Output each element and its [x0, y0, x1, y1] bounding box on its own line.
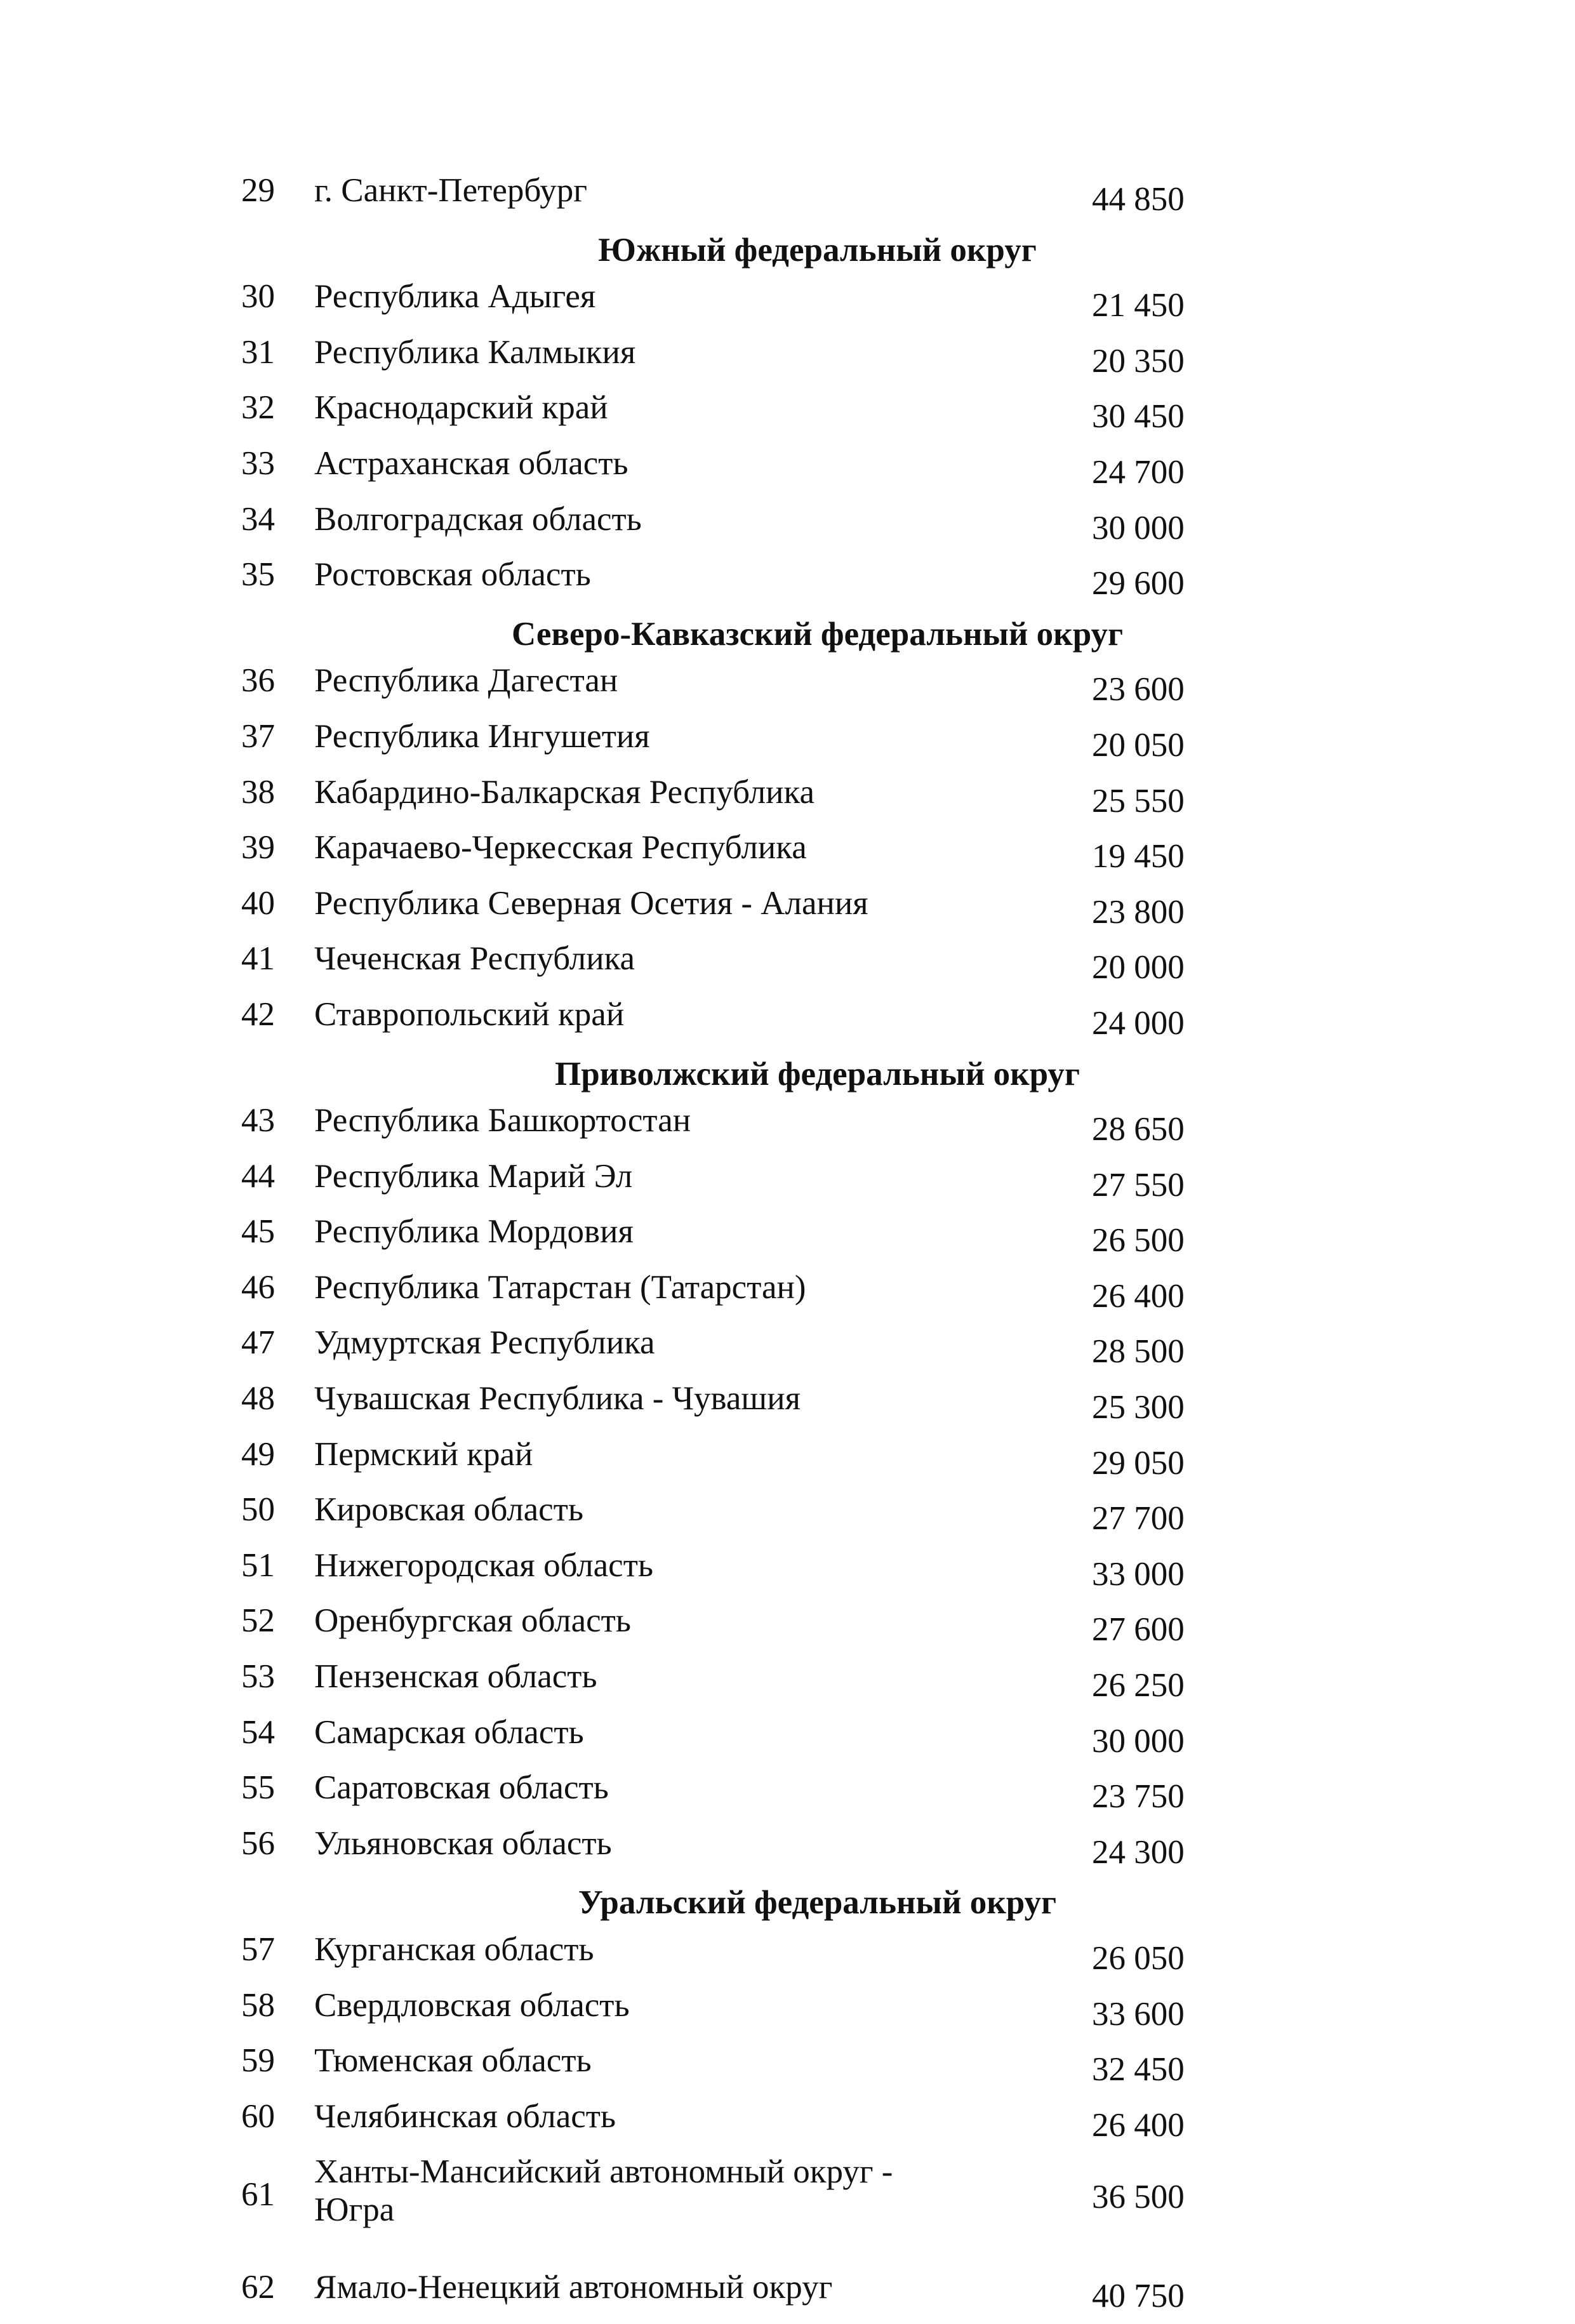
region-name-cell	[314, 661, 1092, 717]
region-name: г. Санкт-Петербург	[314, 172, 588, 209]
row-number: 61	[241, 2176, 275, 2214]
region-name-cell	[314, 1657, 1092, 1713]
region-name-cell	[314, 2097, 1092, 2153]
row-number: 48	[241, 1380, 275, 1418]
value-cell: 27 700	[1092, 1500, 1185, 1537]
region-name-cell	[314, 1101, 1092, 1157]
table-row	[216, 1324, 1295, 1379]
region-name: Республика Адыгея	[314, 278, 596, 315]
table-row	[216, 1713, 1295, 1769]
salary-table	[216, 171, 1295, 2324]
value-cell: 19 450	[1092, 838, 1185, 875]
region-name: Краснодарский край	[314, 389, 608, 427]
table-row	[216, 1157, 1295, 1213]
table-row	[216, 940, 1295, 995]
value-cell: 28 650	[1092, 1111, 1185, 1148]
table-row	[216, 884, 1295, 940]
table-row	[216, 1101, 1295, 1157]
region-name: Республика Татарстан (Татарстан)	[314, 1268, 806, 1306]
region-name: Ставропольский край	[314, 995, 625, 1033]
region-name-cell	[314, 277, 1092, 333]
section-heading: Уральский федеральный округ	[578, 1884, 1057, 1922]
table-row	[216, 1379, 1295, 1435]
value-cell: 20 050	[1092, 726, 1185, 764]
region-name-cell	[314, 1824, 1092, 1880]
value-cell: 32 450	[1092, 2051, 1185, 2088]
row-number: 62	[241, 2269, 275, 2306]
row-number: 40	[241, 884, 275, 922]
table-row	[216, 171, 1295, 227]
value-cell: 27 600	[1092, 1611, 1185, 1649]
region-name-cell	[314, 1602, 1092, 1657]
region-name-cell	[314, 1435, 1092, 1491]
row-number: 46	[241, 1268, 275, 1306]
value-cell: 24 000	[1092, 1004, 1185, 1042]
row-number: 41	[241, 940, 275, 978]
row-number: 33	[241, 444, 275, 482]
value-cell: 26 400	[1092, 2106, 1185, 2144]
table-row	[216, 828, 1295, 884]
region-name-cell	[314, 500, 1092, 556]
row-number: 50	[241, 1491, 275, 1529]
table-row	[216, 1930, 1295, 1986]
value-cell: 23 800	[1092, 893, 1185, 931]
region-name: Нижегородская область	[314, 1546, 654, 1584]
region-name: Республика Калмыкия	[314, 333, 636, 371]
row-number: 55	[241, 1769, 275, 1807]
table-row	[216, 277, 1295, 333]
region-name: Республика Северная Осетия - Алания	[314, 884, 868, 922]
region-name: Чеченская Республика	[314, 940, 635, 978]
region-name-cell	[314, 171, 1092, 227]
table-row	[216, 1986, 1295, 2042]
section-heading-row	[216, 227, 1295, 278]
row-number: 36	[241, 662, 275, 700]
table-row	[216, 1491, 1295, 1546]
section-heading: Южный федеральный округ	[598, 231, 1037, 269]
region-name: Тюменская область	[314, 2042, 592, 2080]
value-cell: 25 550	[1092, 782, 1185, 820]
region-name: Астраханская область	[314, 444, 628, 482]
region-name: Чувашская Республика - Чувашия	[314, 1380, 801, 1418]
table-row	[216, 1212, 1295, 1268]
region-name-cell	[314, 1324, 1092, 1379]
region-name-cell	[314, 717, 1092, 773]
region-name: Оренбургская область	[314, 1602, 631, 1640]
row-number: 42	[241, 995, 275, 1033]
heading-spacer	[216, 1051, 314, 1102]
section-heading: Приволжский федеральный округ	[554, 1055, 1080, 1092]
section-heading-row	[216, 1051, 1295, 1102]
value-cell: 30 000	[1092, 509, 1185, 547]
region-name-cell	[314, 333, 1092, 389]
value-cell: 29 050	[1092, 1444, 1185, 1482]
row-number: 47	[241, 1324, 275, 1362]
region-name-cell	[314, 1713, 1092, 1769]
region-name-cell	[314, 2042, 1092, 2097]
value-cell: 23 600	[1092, 671, 1185, 708]
table-row	[216, 1602, 1295, 1657]
value-cell: 33 600	[1092, 1995, 1185, 2033]
value-cell: 23 750	[1092, 1778, 1185, 1816]
region-name: Самарская область	[314, 1713, 584, 1751]
section-heading-row	[216, 1880, 1295, 1930]
region-name: Пермский край	[314, 1435, 533, 1473]
value-cell: 27 550	[1092, 1166, 1185, 1204]
region-name-cell	[314, 1268, 1092, 1324]
table-row	[216, 717, 1295, 773]
heading-spacer	[216, 227, 314, 278]
table-row	[216, 1546, 1295, 1602]
value-cell: 33 000	[1092, 1555, 1185, 1593]
table-row	[216, 661, 1295, 717]
row-number: 32	[241, 389, 275, 427]
region-name-cell	[314, 388, 1092, 444]
region-name-cell	[314, 773, 1092, 829]
table-row	[216, 444, 1295, 500]
region-name-cell	[314, 444, 1092, 500]
region-name: Кировская область	[314, 1491, 584, 1529]
region-name-cell	[314, 2268, 1092, 2324]
value-cell: 25 300	[1092, 1389, 1185, 1426]
value-cell: 36 500	[1092, 2179, 1185, 2216]
region-name-cell	[314, 1212, 1092, 1268]
row-number: 52	[241, 1602, 275, 1640]
region-name-cell	[314, 940, 1092, 995]
region-name-cell	[314, 555, 1092, 611]
table-row	[216, 2097, 1295, 2153]
region-name-cell	[314, 884, 1092, 940]
row-number: 43	[241, 1102, 275, 1139]
row-number: 37	[241, 717, 275, 755]
region-name-continuation: Югра	[314, 2191, 395, 2229]
region-name: Ханты-Мансийский автономный округ -	[314, 2153, 893, 2191]
row-number: 54	[241, 1713, 275, 1751]
heading-spacer	[216, 1880, 314, 1930]
row-number: 59	[241, 2042, 275, 2080]
section-heading-row	[216, 611, 1295, 662]
region-name: Волгоградская область	[314, 500, 642, 538]
section-heading: Северо-Кавказский федеральный округ	[511, 615, 1124, 653]
table-row	[216, 2042, 1295, 2097]
row-number: 31	[241, 333, 275, 371]
region-name: Курганская область	[314, 1931, 594, 1968]
region-name-cell	[314, 1769, 1092, 1824]
region-name-cell	[314, 1930, 1092, 1986]
row-number: 57	[241, 1931, 275, 1968]
row-number: 44	[241, 1157, 275, 1195]
region-name-cell	[314, 1157, 1092, 1213]
table-row	[216, 555, 1295, 611]
row-number: 29	[241, 172, 275, 209]
table-row	[216, 1769, 1295, 1824]
value-cell: 26 500	[1092, 1222, 1185, 1259]
table-row	[216, 1824, 1295, 1880]
row-number: 49	[241, 1435, 275, 1473]
value-cell: 20 000	[1092, 949, 1185, 986]
value-cell: 20 350	[1092, 342, 1185, 380]
region-name-cell	[314, 1379, 1092, 1435]
region-name: Ямало-Ненецкий автономный округ	[314, 2269, 833, 2306]
row-number: 35	[241, 556, 275, 594]
region-name: Республика Дагестан	[314, 662, 618, 700]
value-cell: 26 250	[1092, 1667, 1185, 1704]
heading-spacer	[216, 611, 314, 662]
region-name: Ульяновская область	[314, 1824, 612, 1862]
region-name: Саратовская область	[314, 1769, 609, 1807]
row-number: 45	[241, 1213, 275, 1251]
value-cell: 21 450	[1092, 287, 1185, 324]
row-number: 51	[241, 1546, 275, 1584]
region-name-cell	[314, 2153, 1092, 2268]
region-name: Республика Ингушетия	[314, 717, 650, 755]
table-row	[216, 995, 1295, 1051]
region-name: Ростовская область	[314, 556, 591, 594]
row-number: 39	[241, 829, 275, 867]
region-name: Пензенская область	[314, 1658, 597, 1696]
region-name: Республика Башкортостан	[314, 1102, 691, 1139]
table-row	[216, 1435, 1295, 1491]
region-name: Республика Марий Эл	[314, 1157, 633, 1195]
table-row	[216, 1268, 1295, 1324]
region-name: Кабардино-Балкарская Республика	[314, 773, 815, 811]
table-row	[216, 2268, 1295, 2324]
region-name: Удмуртская Республика	[314, 1324, 655, 1362]
row-number: 56	[241, 1824, 275, 1862]
value-cell: 40 750	[1092, 2278, 1185, 2315]
region-name: Карачаево-Черкесская Республика	[314, 829, 807, 867]
value-cell: 30 450	[1092, 398, 1185, 435]
table-row	[216, 773, 1295, 829]
region-name-cell	[314, 828, 1092, 884]
region-name-cell	[314, 1491, 1092, 1546]
value-cell: 24 300	[1092, 1833, 1185, 1871]
value-cell: 29 600	[1092, 565, 1185, 602]
table-row	[216, 388, 1295, 444]
row-number: 60	[241, 2097, 275, 2135]
region-name: Республика Мордовия	[314, 1213, 634, 1251]
region-name: Свердловская область	[314, 1986, 630, 2024]
value-cell: 30 000	[1092, 1722, 1185, 1760]
row-number: 38	[241, 773, 275, 811]
value-cell: 26 400	[1092, 1277, 1185, 1315]
table-row	[216, 2153, 1295, 2268]
region-name-cell	[314, 995, 1092, 1051]
table-row	[216, 500, 1295, 556]
region-name: Челябинская область	[314, 2097, 616, 2135]
value-cell: 26 050	[1092, 1940, 1185, 1977]
region-name-cell	[314, 1546, 1092, 1602]
region-name-cell	[314, 1986, 1092, 2042]
row-number: 58	[241, 1986, 275, 2024]
row-number: 53	[241, 1658, 275, 1696]
value-cell: 28 500	[1092, 1333, 1185, 1371]
table-row	[216, 1657, 1295, 1713]
row-number: 34	[241, 500, 275, 538]
row-number: 30	[241, 278, 275, 315]
table-body	[216, 171, 1295, 2324]
value-cell: 24 700	[1092, 453, 1185, 491]
table-row	[216, 333, 1295, 389]
value-cell: 44 850	[1092, 181, 1185, 218]
